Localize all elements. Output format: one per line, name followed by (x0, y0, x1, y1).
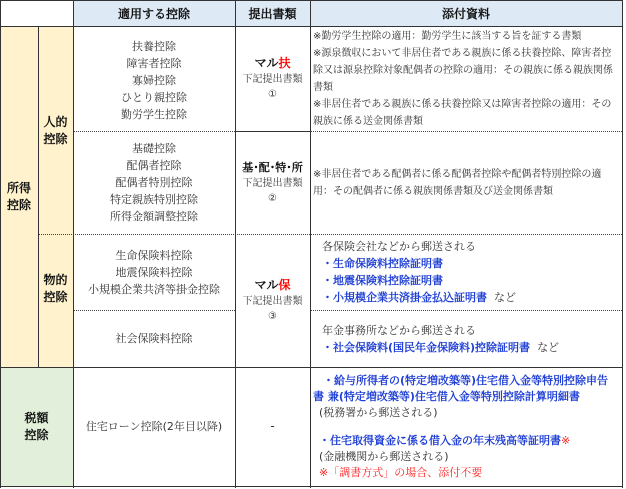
divider-row1-2-notes (310, 131, 622, 132)
deduction-item: 配偶者控除 (126, 159, 182, 172)
divider-row2-3 (38, 234, 622, 235)
form-code-red: 保 (278, 278, 291, 292)
border-tax-top (0, 367, 622, 368)
attachment-item: ・住宅取得資金に係る借入金の年末残高等証明書 (319, 433, 561, 447)
group-personal-line2: 控除 (43, 132, 68, 146)
deduction-item: 基礎控除 (132, 142, 176, 155)
row3-form (235, 234, 310, 367)
row4-attachments (310, 310, 622, 367)
attachment-suffix: など (494, 291, 516, 304)
form-caption: 下記提出書類 (242, 178, 303, 189)
header-attachment (310, 0, 622, 26)
header-form (235, 0, 310, 26)
deduction-item: 社会保険料控除 (115, 332, 193, 345)
border-col1 (38, 26, 39, 367)
attachment-footnote: ※「調書方式」の場合、添付不要 (319, 465, 483, 479)
row1-deductions (73, 26, 235, 131)
form-code (254, 55, 290, 72)
attachment-item-line (313, 433, 619, 449)
form-dash: - (270, 419, 275, 433)
deduction-item: 所得金額調整控除 (110, 210, 198, 223)
row3-deductions (73, 234, 235, 310)
header-deduction-label: 適用する控除 (117, 6, 190, 21)
group-income-line1: 所得 (6, 180, 31, 195)
attachment-item-line (322, 339, 619, 356)
deduction-item: 生命保険料控除 (115, 248, 193, 262)
attachment-item: ・地震保険料控除証明書 (322, 274, 443, 287)
group-personal (38, 26, 73, 234)
row3-attachments (310, 234, 622, 310)
border-left (0, 0, 1, 488)
border-row1-form (235, 131, 310, 132)
note: ※源泉徴収において非居住者である親族に係る扶養控除、障害者控除又は源泉控除対象配偶者の控除の適用：その親族に係る親族関係書類 (313, 47, 613, 93)
group-income-deduction (0, 26, 38, 367)
header-attachment-label: 添付資料 (441, 6, 490, 21)
row1-notes (310, 26, 622, 131)
attachment-item: ・小規模企業共済掛金払込証明書 (322, 291, 487, 304)
form-code-red: 扶 (278, 56, 291, 70)
border-header-bottom (0, 26, 622, 27)
attachment-mark: ※ (561, 433, 571, 447)
deduction-item: 地震保険料控除 (115, 265, 193, 279)
form-code: 基･配･特･所 (242, 161, 303, 174)
attachment-item: ・生命保険料控除証明書 (322, 257, 443, 270)
group-tax-line2: 控除 (24, 427, 49, 442)
deduction-item: 勤労学生控除 (121, 108, 187, 121)
deduction-item: 小規模企業共済等掛金控除 (88, 282, 220, 296)
spacer (313, 421, 619, 433)
group-personal-line1: 人的 (43, 115, 68, 129)
deduction-item: ひとり親控除 (121, 91, 187, 104)
deduction-item: 住宅ローン控除(2年目以降) (85, 420, 223, 433)
divider-row3-4 (73, 310, 235, 311)
group-property-line1: 物的 (43, 273, 68, 287)
group-property-line2: 控除 (43, 290, 68, 304)
form-code-black: マル (254, 278, 279, 292)
attachment-source: (税務署から郵送される) (319, 405, 438, 419)
attachment-item: ・給与所得者の(特定増改築等)住宅借入金等特別控除申告書 兼(特定増改築等)住宅借入金等特別控除計算明細書 (313, 373, 609, 403)
deduction-item: 障害者控除 (126, 57, 182, 70)
attachment-suffix: など (537, 340, 560, 354)
row5-deductions (73, 367, 235, 486)
border-top (0, 0, 622, 1)
row5-form (235, 367, 310, 486)
form-number: ② (268, 193, 277, 204)
row5-attachments (310, 367, 622, 486)
divider-row3-4-notes (310, 310, 622, 311)
border-bottom (0, 486, 622, 487)
border-col4 (310, 0, 311, 488)
header-blank-cell (0, 0, 73, 26)
row2-form (235, 131, 310, 234)
deduction-item: 扶養控除 (132, 40, 176, 53)
deduction-item: 寡婦控除 (132, 74, 176, 87)
form-number: ③ (268, 311, 277, 322)
form-caption: 下記提出書類 (242, 296, 303, 307)
row4-deductions (73, 310, 235, 367)
header-deduction (73, 0, 235, 26)
note: ※非居住者である親族に係る扶養控除又は障害者控除の適用：その親族に係る送金関係書類 (313, 98, 612, 127)
attachment-intro: 各保険会社などから郵送される (322, 240, 476, 253)
group-tax-credit (0, 367, 73, 486)
row2-notes (310, 131, 622, 234)
attachment-item-line (322, 289, 619, 306)
row2-deductions (73, 131, 235, 234)
note: ※勤労学生控除の適用：勤労学生に該当する旨を証する書類 (313, 30, 582, 42)
group-property (38, 234, 73, 367)
form-code (254, 277, 290, 294)
border-col2 (73, 0, 74, 488)
attachment-item: ・社会保険料(国民年金保険料)控除証明書 (322, 340, 531, 354)
group-income-line2: 控除 (6, 197, 31, 212)
border-right (622, 0, 623, 488)
attachment-source: (金融機関から郵送される) (319, 449, 449, 463)
divider-row1-2 (73, 131, 235, 132)
border-col3 (235, 0, 236, 488)
form-code-black: マル (254, 56, 279, 70)
group-tax-line1: 税額 (24, 410, 49, 425)
form-number: ① (268, 89, 277, 100)
note: ※非居住者である配偶者に係る配偶者控除や配偶者特別控除の適用：その配偶者に係る親族関係書類及び送金関係書類 (313, 168, 602, 197)
deduction-item: 特定親族特別控除 (110, 193, 198, 206)
row1-form (235, 26, 310, 131)
attachment-intro: 年金事務所などから郵送される (322, 323, 476, 337)
form-caption: 下記提出書類 (242, 74, 303, 85)
deduction-item: 配偶者特別控除 (115, 176, 193, 189)
header-form-label: 提出書類 (248, 6, 297, 21)
